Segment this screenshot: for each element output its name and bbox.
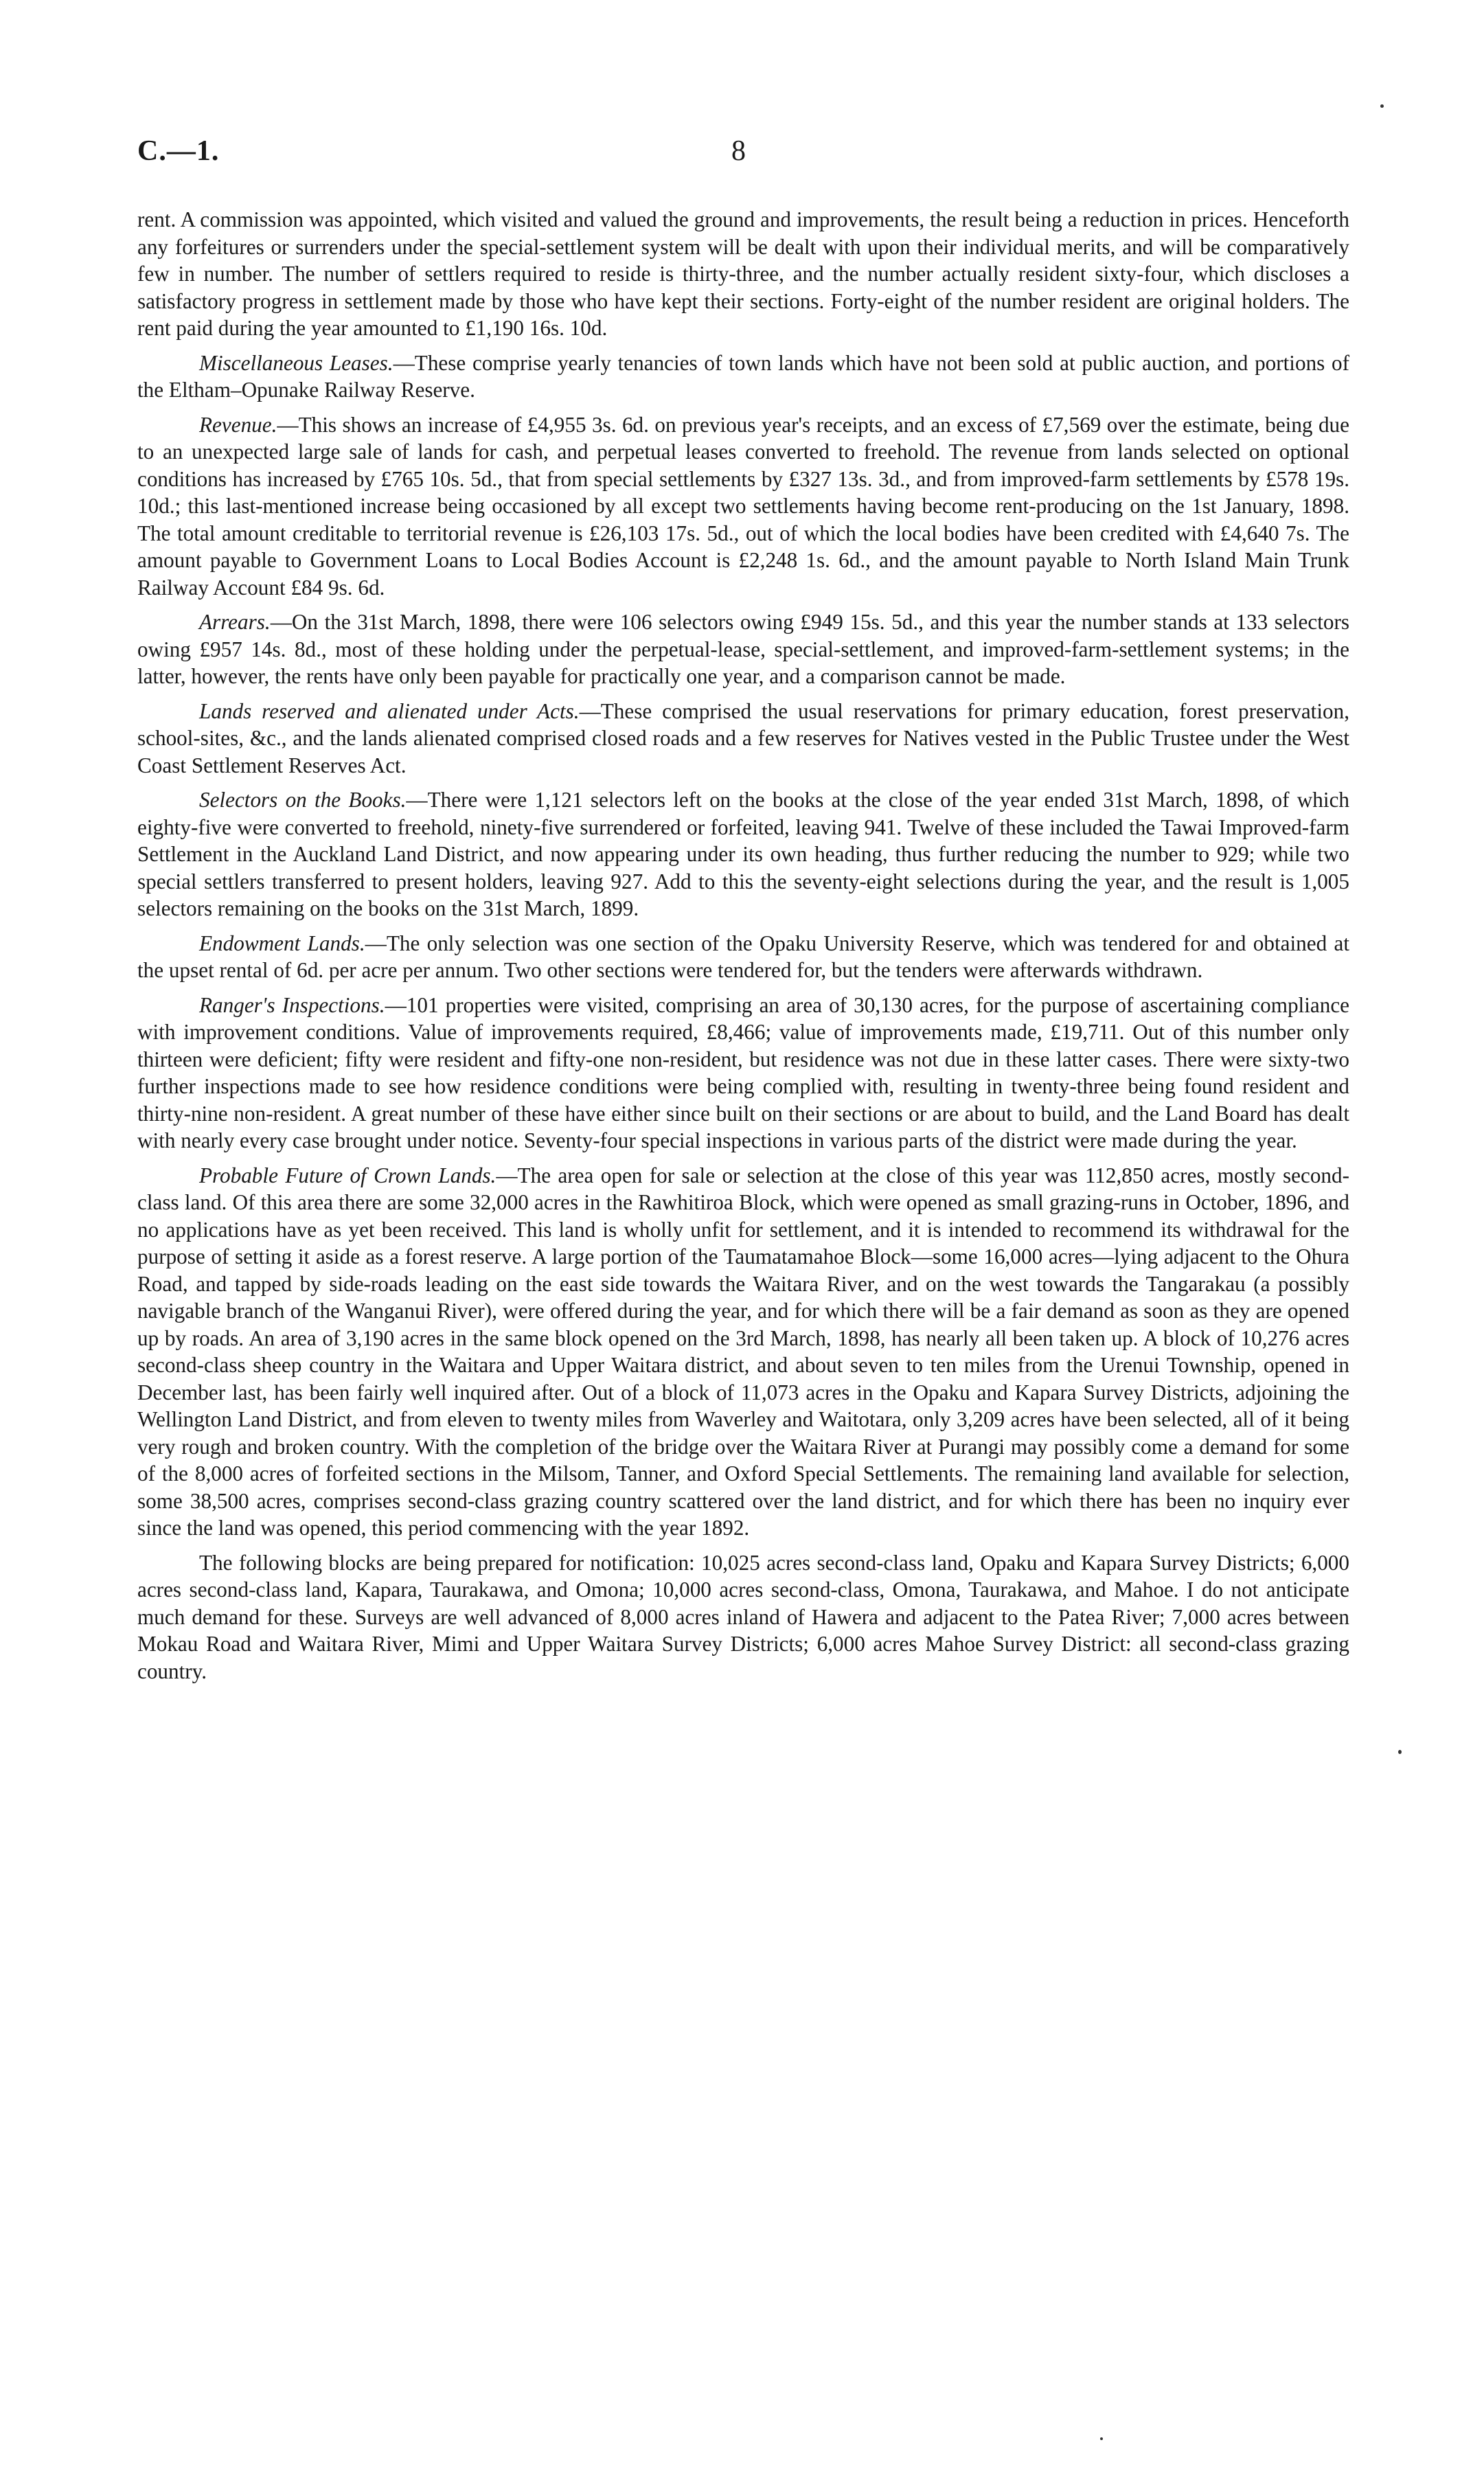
paragraph-arrears <box>137 608 1349 690</box>
page-number: 8 <box>731 135 746 167</box>
section-heading: Ranger's Inspections. <box>199 992 385 1017</box>
section-heading: Arrears. <box>199 610 271 634</box>
paragraph-text: —The only selection was one section of the Opaku University Reserve, which was tendered for and obtained at the upset rental of 6d. per acre per annum. Two other sections were tendered for, but the tenders were afterwards withdrawn. <box>137 931 1349 982</box>
paragraph-text: —101 properties were visited, comprising an area of 30,130 acres, for the purpose of ascertaining compliance with improvement conditions. Value of improvements required, £8,466; value of improvements made, £19,711. Out of this number only thirteen were deficient; fifty were resident and fifty-one non-resident, but residence was not due in these latter cases. There were sixty-two further inspections made to see how residence conditions were being complied with, resulting in twenty-three being found resident and thirty-nine non-resident. A great number of these have either since built on their sections or are about to build, and the Land Board has dealt with nearly every case brought under notice. Seventy-four special inspections in various parts of the district were made during the year. <box>137 992 1349 1152</box>
paragraph-text: —This shows an increase of £4,955 3s. 6d. on previous year's receipts, and an excess of £7,569 over the estimate, being due to an unexpected large sale of lands for cash, and perpetual leases converted to freehold. The revenue from lands selected on optional conditions has increased by £765 10s. 5d., that from special settlements by £327 13s. 3d., and from improved-farm settlements by £578 19s. 10d.; this last-mentioned increase being occasioned by all except two settlements having become rent-producing on the 1st January, 1898. The total amount creditable to territorial revenue is £26,103 17s. 5d., out of which the local bodies have been credited with £4,640 7s. The amount payable to Government Loans to Local Bodies Account is £2,248 1s. 6d., and the amount payable to North Island Main Trunk Railway Account £84 9s. 6d. <box>137 412 1349 600</box>
document-code: C.—1. <box>137 135 220 167</box>
report-body <box>137 206 1349 1692</box>
paragraph-text: rent. A commission was appointed, which visited and valued the ground and improvements, the result being a reduction in prices. Henceforth any forfeitures or surrenders under the special-settlement system will be dealt with upon their individual merits, and will be comparatively few in number. The number of settlers required to reside is thirty-three, and the number actually resident sixty-four, which discloses a satisfactory progress in settlement made by those who have kept their sections. Forty-eight of the number resident are original holders. The rent paid during the year amounted to £1,190 16s. 10d. <box>137 207 1349 340</box>
paragraph-rangers-inspections <box>137 992 1349 1154</box>
section-heading: Selectors on the Books. <box>199 788 407 812</box>
page-header <box>137 135 1349 176</box>
paragraph-endowment-lands <box>137 930 1349 984</box>
section-heading: Probable Future of Crown Lands. <box>199 1163 496 1187</box>
paragraph-text: —On the 31st March, 1898, there were 106 selectors owing £949 15s. 5d., and this year the number stands at 133 selectors owing £957 14s. 8d., most of these holding under the perpetual-lease, special-settlement, and improved-farm-settlement systems; in the latter, however, the rents have only been payable for practically one year, and a comparison cannot be made. <box>137 610 1349 688</box>
paragraph-selectors-on-books <box>137 786 1349 922</box>
section-heading: Endowment Lands. <box>199 931 365 955</box>
scan-speck <box>1380 104 1384 108</box>
paragraph-rent-continuation <box>137 206 1349 342</box>
section-heading: Miscellaneous Leases. <box>199 350 393 375</box>
scan-speck <box>1398 1750 1402 1754</box>
paragraph-text: —These comprised the usual reservations for primary education, forest preservation, school-sites, &c., and the lands alienated comprised closed roads and a few reserves for Natives vested in the Public Trustee under the West Coast Settlement Reserves Act. <box>137 698 1349 777</box>
paragraph-blocks-prepared <box>137 1549 1349 1685</box>
scan-speck <box>1100 2437 1103 2440</box>
paragraph-text: The following blocks are being prepared for notification: 10,025 acres second-class land, Opaku and Kapara Survey Districts; 6,000 acres second-class land, Kapara, Taurakawa, and Omona; 10,000 acres second-class, Omona, Taurakawa, and Mahoe. I do not anticipate much demand for these. Surveys are well advanced of 8,000 acres inland of Hawera and adjacent to the Patea River; 7,000 acres between Mokau Road and Waitara River, Mimi and Upper Waitara Survey Districts; 6,000 acres Mahoe Survey District: all second-class grazing country. <box>137 1550 1349 1683</box>
paragraph-revenue <box>137 411 1349 602</box>
section-heading: Lands reserved and alienated under Acts. <box>199 698 580 723</box>
paragraph-lands-reserved <box>137 698 1349 779</box>
paragraph-text: —There were 1,121 selectors left on the books at the close of the year ended 31st March, 1898, of which eighty-five were converted to freehold, ninety-five surrendered or forfeited, leaving 941. Twelve of these included the Tawai Improved-farm Settlement in the Auckland Land District, and now appearing under its own heading, thus further reducing the number to 929; while two special settlers transferred to present holders, leaving 927. Add to this the seventy-eight selections during the year, and the result is 1,005 selectors remaining on the books on the 31st March, 1899. <box>137 788 1350 920</box>
paragraph-miscellaneous-leases <box>137 350 1349 404</box>
paragraph-text: —The area open for sale or selection at the close of this year was 112,850 acres, mostly second-class land. Of this area there are some 32,000 acres in the Rawhitiroa Block, which were opened as small grazing-runs in October, 1896, and no applications have as yet been received. This land is wholly unfit for settlement, and it is intended to recommend its withdrawal for the purpose of setting it aside as a forest reserve. A large portion of the Taumatamahoe Block—some 16,000 acres—lying adjacent to the Ohura Road, and tapped by side-roads leading on the east side towards the Waitara River, and on the west towards the Tangarakau (a possibly navigable branch of the Wanganui River), were offered during the year, and for which there will be a fair demand as soon as they are opened up by roads. An area of 3,190 acres in the same block opened on the 3rd March, 1898, has nearly all been taken up. A block of 10,276 acres second-class sheep country in the Waitara and Upper Waitara district, and about seven to ten miles from the Urenui Township, opened in December last, has been fairly well inquired after. Out of a block of 11,073 acres in the Opaku and Kapara Survey Districts, adjoining the Wellington Land District, and from eleven to twenty miles from Waverley and Waitotara, only 3,209 acres have been selected, all of it being very rough and broken country. With the completion of the bridge over the Waitara River at Purangi may possibly come a demand for some of the 8,000 acres of forfeited sections in the Milsom, Tanner, and Oxford Special Settlements. The remaining land available for selection, some 38,500 acres, comprises second-class grazing country scattered over the land district, and for which there has been no inquiry ever since the land was opened, this period commencing with the year 1892. <box>137 1163 1349 1540</box>
paragraph-text: —These comprise yearly tenancies of town lands which have not been sold at public auction, and portions of the Eltham–Opunake Railway Reserve. <box>137 350 1349 402</box>
paragraph-probable-future <box>137 1162 1349 1542</box>
section-heading: Revenue. <box>199 412 277 437</box>
